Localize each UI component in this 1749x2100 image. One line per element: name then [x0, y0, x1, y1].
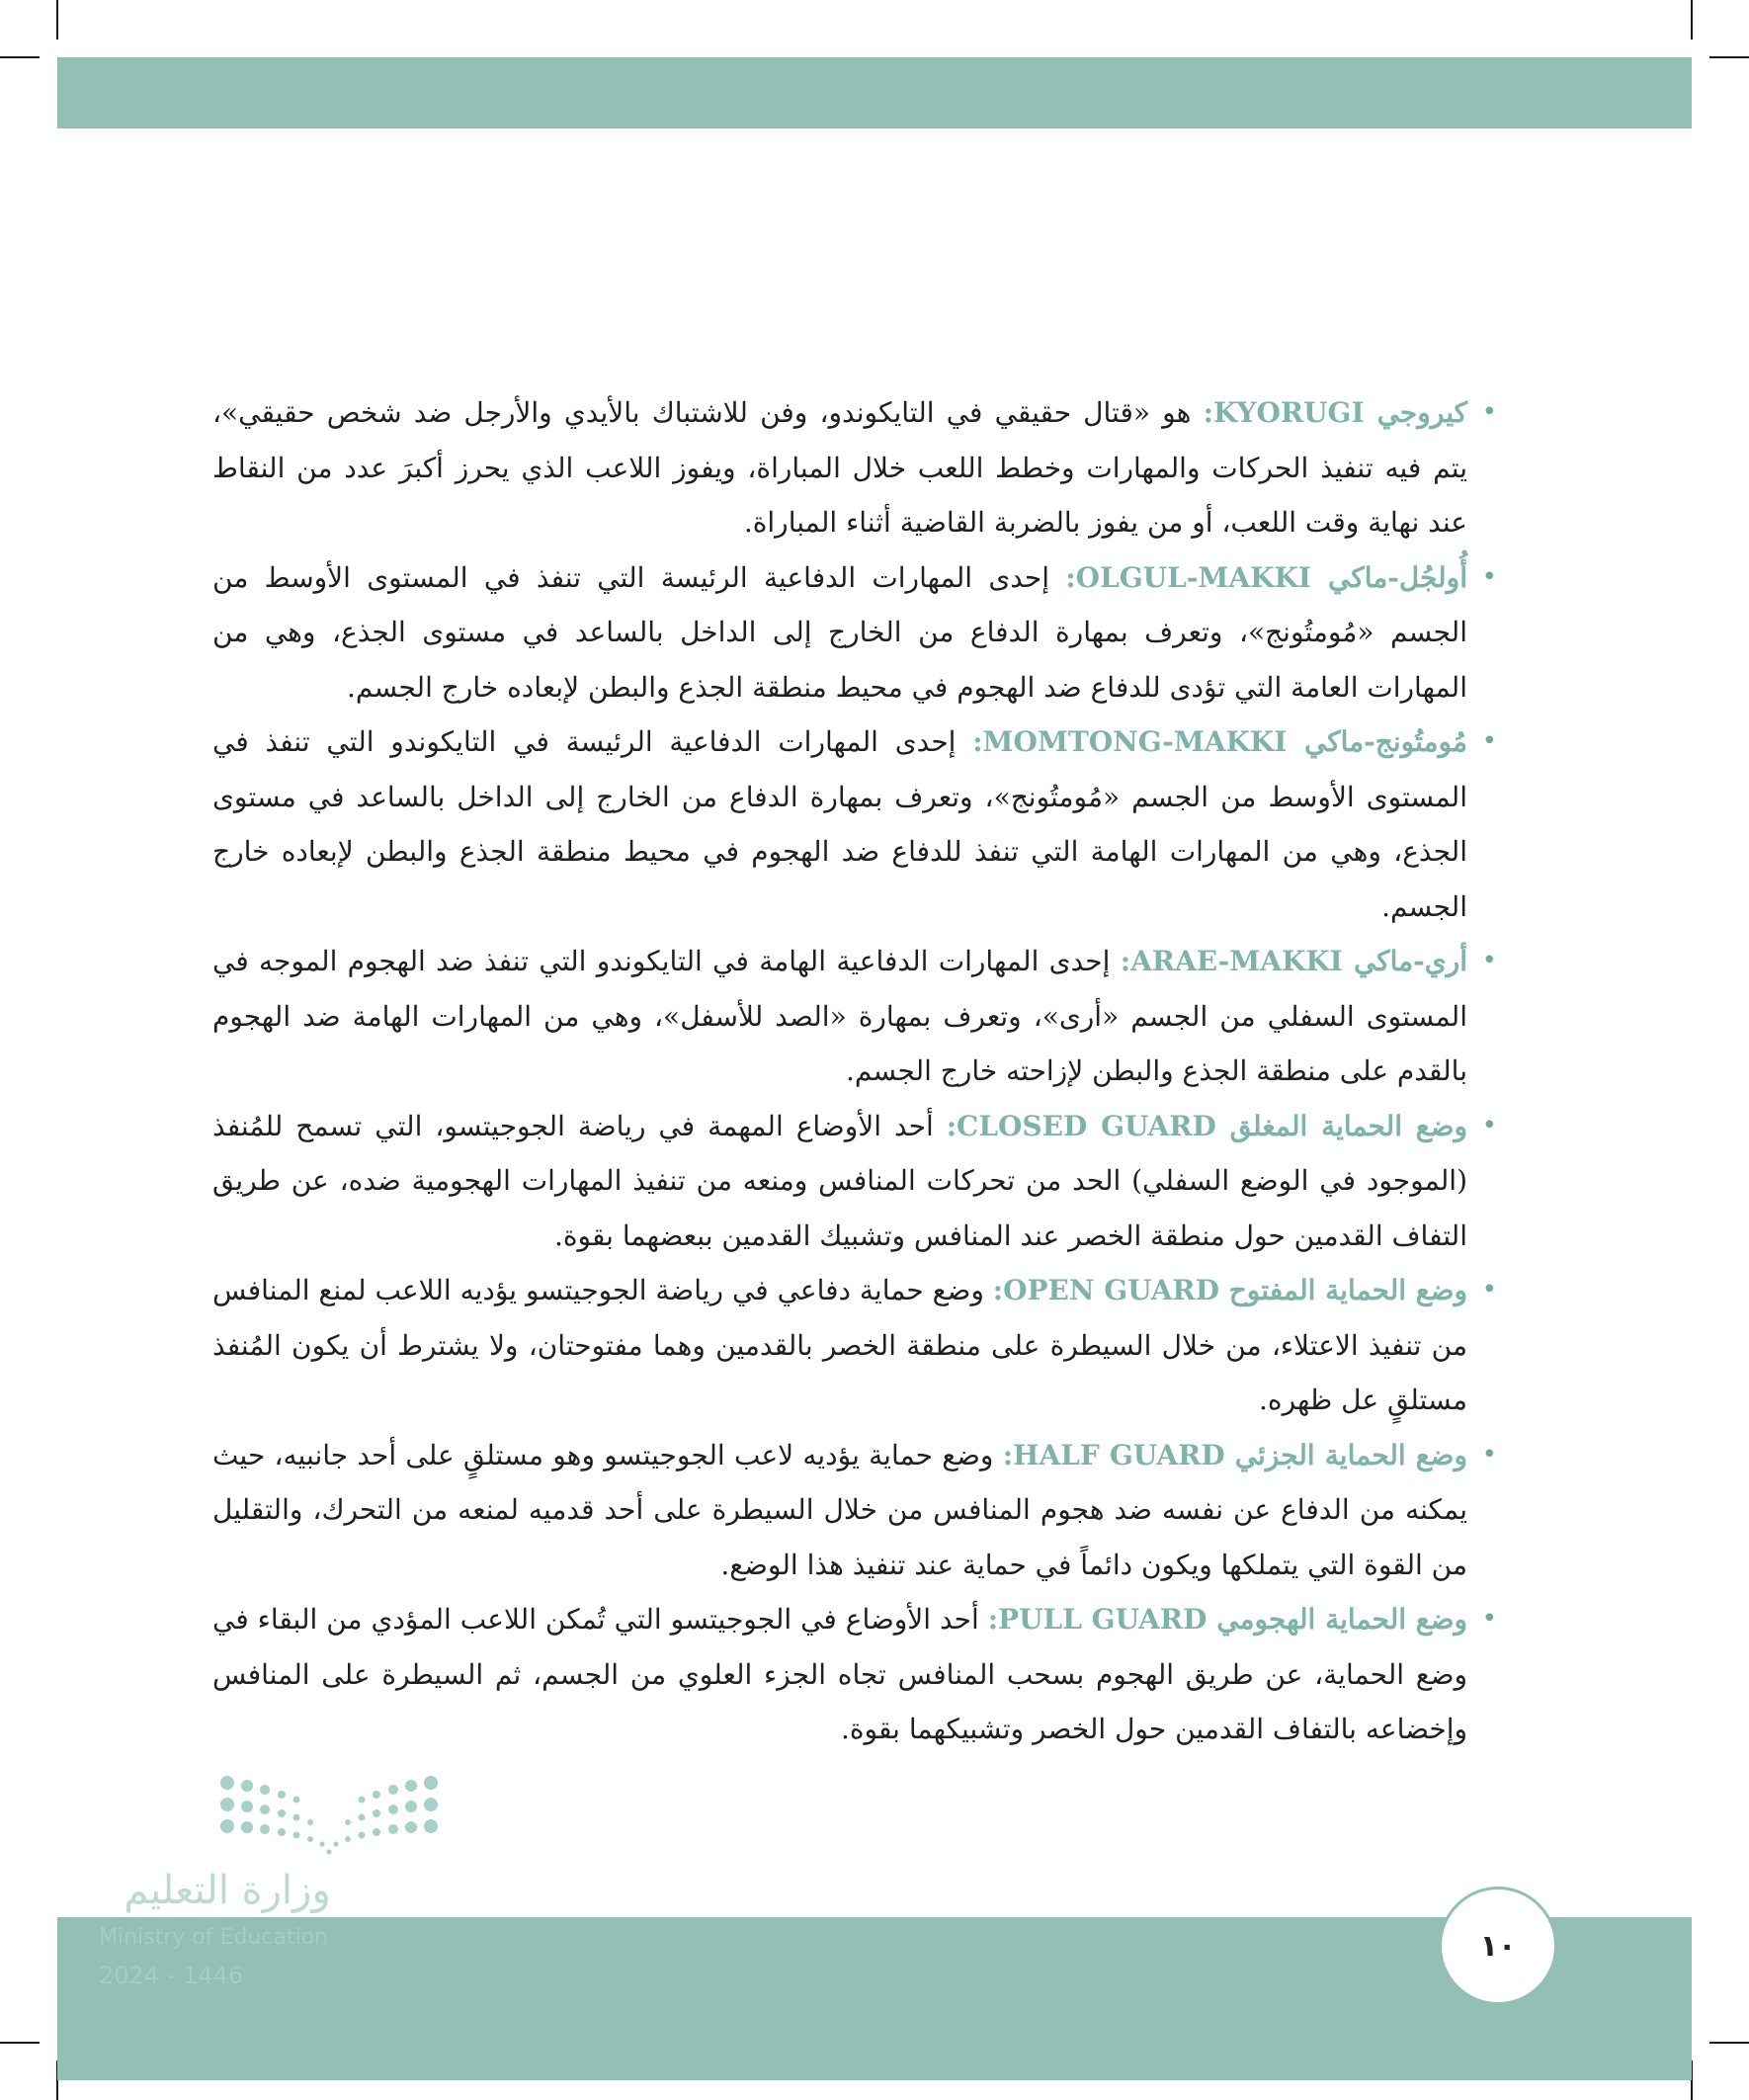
glossary-item-momtong-makki: [212, 714, 1497, 934]
crop-mark: [0, 56, 40, 58]
glossary-item-half-guard: [212, 1428, 1497, 1593]
term-definition: وضع حماية يؤديه لاعب الجوجيتسو وهو مستلقٍ على أحد جانبيه، حيث يمكنه من الدفاع عن نفسه ضد هجوم المنافس من خلال السيطرة على أحد قدميه لمنعه من التحرك، والتقليل من القوة التي يتملكها ويكون دائماً في حماية عند تنفيذ هذا الوضع.: [212, 1438, 1468, 1581]
ministry-year: 2024 - 1446: [99, 1962, 244, 1989]
bullet-icon: •: [1481, 561, 1497, 592]
term-definition: أحد الأوضاع المهمة في رياضة الجوجيتسو، التي تسمح للمُنفذ (الموجود في الوضع السفلي) الحد من تحركات المنافس ومنعه من تنفيذ المهارات الهجومية ضده، عن طريق التفاف القدمين حول منطقة الخصر عند المنافس وتشبيك القدمين ببعضهما بقوة.: [212, 1109, 1468, 1252]
term-title: كيروجي KYORUGI:: [1203, 396, 1467, 429]
term-definition: إحدى المهارات الدفاعية الرئيسة التي تنفذ في المستوى الأوسط من الجسم «مُومتُونج»، وتعرف بمهارة الدفاع من الخارج إلى الداخل بالساعد في مستوى الجذع، وهي من المهارات العامة التي تؤدى للدفاع ضد الهجوم في محيط منطقة الجذع والبطن لإبعاده خارج الجسم.: [212, 560, 1467, 704]
crop-mark: [1691, 0, 1693, 40]
page-number: ١٠: [1479, 1928, 1517, 1964]
term-title: مُومتُونج-ماكي MOMTONG-MAKKI:: [972, 725, 1467, 758]
bullet-icon: •: [1481, 1110, 1497, 1140]
page-number-badge: [1439, 1887, 1557, 2005]
term-title: وضع الحماية المغلق CLOSED GUARD:: [946, 1109, 1467, 1142]
bullet-icon: •: [1481, 1604, 1497, 1634]
term-title: وضع الحماية الجزئي HALF GUARD:: [1002, 1438, 1467, 1471]
term-title: أري-ماكي ARAE-MAKKI:: [1120, 945, 1467, 977]
crop-mark: [1709, 2042, 1749, 2044]
glossary-item-olgul-makki: [212, 550, 1497, 715]
crop-mark: [56, 0, 58, 40]
glossary-item-arae-makki: [212, 934, 1497, 1099]
bullet-icon: •: [1481, 397, 1497, 427]
term-title: وضع الحماية الهجومي PULL GUARD:: [987, 1603, 1467, 1636]
term-definition: هو «قتال حقيقي في التايكوندو، وفن للاشتباك بالأيدي والأرجل ضد شخص حقيقي»، يتم فيه تنفيذ الحركات والمهارات وخطط اللعب خلال المباراة، ويفوز اللاعب الذي يحرز أكبرَ عدد من النقاط عند نهاية وقت اللعب، أو من يفوز بالضربة القاضية أثناء المباراة.: [212, 396, 1467, 539]
term-definition: أحد الأوضاع في الجوجيتسو التي تُمكن اللاعب المؤدي من البقاء في وضع الحماية، عن طريق الهجوم بسحب المنافس تجاه الجزء العلوي من الجسم، ثم السيطرة على المنافس وإخضاعه بالتفاف القدمين حول الخصر وتشبيكهما بقوة.: [212, 1603, 1467, 1745]
bullet-icon: •: [1481, 1439, 1497, 1470]
crop-mark: [1709, 56, 1749, 58]
term-definition: إحدى المهارات الدفاعية الرئيسة في التايكوندو التي تنفذ في المستوى الأوسط من الجسم «مُومتُونج»، وتعرف بمهارة الدفاع من الخارج إلى الداخل بالساعد في مستوى الجذع، وهي من المهارات الهامة التي تنفذ للدفاع ضد الهجوم في محيط منطقة الجذع والبطن لإبعاده خارج الجسم.: [212, 725, 1467, 923]
term-definition: إحدى المهارات الدفاعية الهامة في التايكوندو التي تنفذ ضد الهجوم الموجه في المستوى السفلي من الجسم «أرى»، وتعرف بمهارة «الصد للأسفل»، وهي من المهارات الهامة ضد الهجوم بالقدم على منطقة الجذع والبطن لإزاحته خارج الجسم.: [212, 945, 1467, 1087]
term-title: أُولجُل-ماكي OLGUL-MAKKI:: [1065, 560, 1467, 594]
bullet-icon: •: [1481, 946, 1497, 975]
bullet-icon: •: [1481, 1275, 1497, 1304]
bullet-icon: •: [1481, 726, 1497, 756]
glossary-item-open-guard: [212, 1263, 1497, 1428]
crop-mark: [0, 2042, 40, 2044]
glossary-item-pull-guard: [212, 1592, 1497, 1757]
glossary-item-closed-guard: [212, 1099, 1497, 1264]
glossary-item-kyorugi: [212, 385, 1497, 550]
ministry-name-ar: وزارة التعليم: [124, 1868, 331, 1913]
glossary-list: [212, 385, 1497, 1757]
term-title: وضع الحماية المفتوح OPEN GUARD:: [992, 1274, 1467, 1306]
ministry-name-en: Ministry of Education: [99, 1925, 329, 1950]
header-band: [57, 57, 1692, 128]
term-definition: وضع حماية دفاعي في رياضة الجوجيتسو يؤديه اللاعب لمنع المنافس من تنفيذ الاعتلاء، من خلال السيطرة على منطقة الخصر بالقدمين وهما مفتوحتان، ولا يشترط أن يكون المُنفذ مستلقٍ عل ظهره.: [212, 1274, 1467, 1416]
